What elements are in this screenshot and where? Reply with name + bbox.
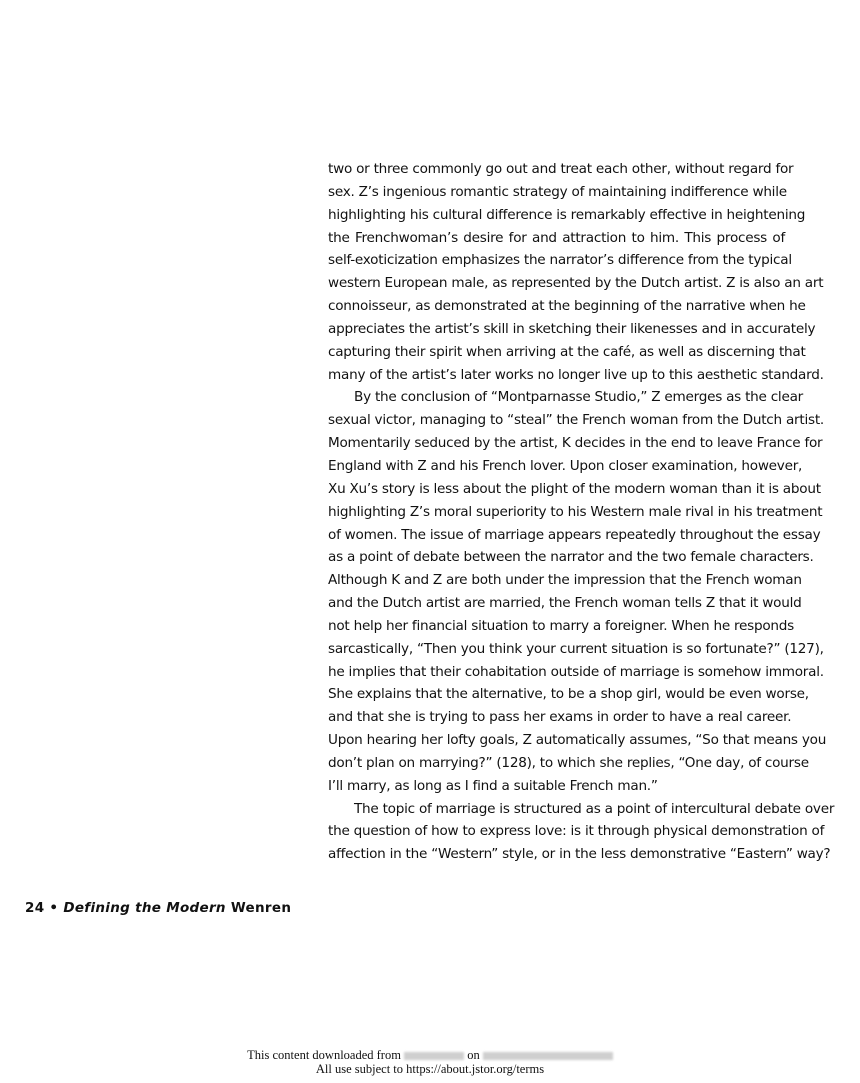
text-line: of women. The issue of marriage appears repeatedly throughout the essay (328, 526, 821, 543)
text-line: western European male, as represented by the Dutch artist. Z is also an art (328, 275, 824, 292)
running-footer (25, 900, 291, 916)
text-line: and the Dutch artist are married, the French woman tells Z that it would (328, 595, 802, 612)
text-line: sexual victor, managing to “steal” the French woman from the Dutch artist. (328, 412, 824, 429)
redacted-date (483, 1052, 613, 1060)
text-line: She explains that the alternative, to be a shop girl, would be even worse, (328, 686, 809, 703)
separator: • (49, 900, 59, 916)
text-line: I’ll marry, as long as I find a suitable French man.” (328, 777, 658, 794)
text-line: not help her financial situation to marry a foreigner. When he responds (328, 617, 795, 634)
text-line: two or three commonly go out and treat each other, without regard for (328, 161, 794, 177)
terms-notice: All use subject to https://about.jstor.org/terms (315, 1062, 545, 1076)
text-line: sex. Z’s ingenious romantic strategy of maintaining indifference while (328, 183, 787, 200)
page-number: 24 (25, 900, 45, 916)
text-line: England with Z and his French lover. Upon closer examination, however, (328, 457, 803, 474)
text-line: and that she is trying to pass her exams in order to have a real career. (328, 709, 792, 726)
text-line: By the conclusion of “Montparnasse Studio,” Z emerges as the clear (354, 389, 803, 406)
text-line: he implies that their cohabitation outside of marriage is somehow immoral. (328, 663, 824, 680)
text-line: don’t plan on marrying?” (128), to which she replies, “One day, of course (328, 754, 809, 771)
text-line: connoisseur, as demonstrated at the beginning of the narrative when he (328, 298, 806, 315)
download-notice (0, 1048, 860, 1063)
book-title-italic: Defining the Modern (63, 900, 226, 916)
text-line: sarcastically, “Then you think your current situation is so fortunate?” (127), (328, 640, 824, 657)
text-line: highlighting his cultural difference is remarkably effective in heightening (328, 206, 806, 223)
text-line: affection in the “Western” style, or in the less demonstrative “Eastern” way? (328, 846, 831, 863)
redacted-ip (404, 1052, 464, 1060)
download-on: on (467, 1048, 480, 1062)
text-line: capturing their spirit when arriving at the café, as well as discerning that (328, 343, 806, 360)
text-line: Upon hearing her lofty goals, Z automatically assumes, “So that means you (328, 732, 827, 749)
text-line: Although K and Z are both under the impression that the French woman (328, 572, 802, 589)
text-line: the Frenchwoman’s desire for and attraction to him. This process of (328, 229, 785, 246)
text-line: highlighting Z’s moral superiority to his Western male rival in his treatment (328, 503, 823, 520)
text-line: self-exoticization emphasizes the narrator’s difference from the typical (328, 252, 792, 269)
book-title-roman: Wenren (230, 900, 292, 916)
text-line: the question of how to express love: is it through physical demonstration of (328, 823, 825, 840)
text-line: Xu Xu’s story is less about the plight of the modern woman than it is about (328, 480, 821, 497)
download-prefix: This content downloaded from (247, 1048, 401, 1062)
text-line: as a point of debate between the narrator and the two female characters. (328, 549, 814, 566)
text-line: Momentarily seduced by the artist, K decides in the end to leave France for (328, 435, 823, 452)
text-line: many of the artist’s later works no longer live up to this aesthetic standard. (328, 366, 824, 383)
text-line: appreciates the artist’s skill in sketching their likenesses and in accurately (328, 320, 816, 337)
text-line: The topic of marriage is structured as a point of intercultural debate over (354, 800, 835, 817)
body-text (328, 158, 835, 866)
